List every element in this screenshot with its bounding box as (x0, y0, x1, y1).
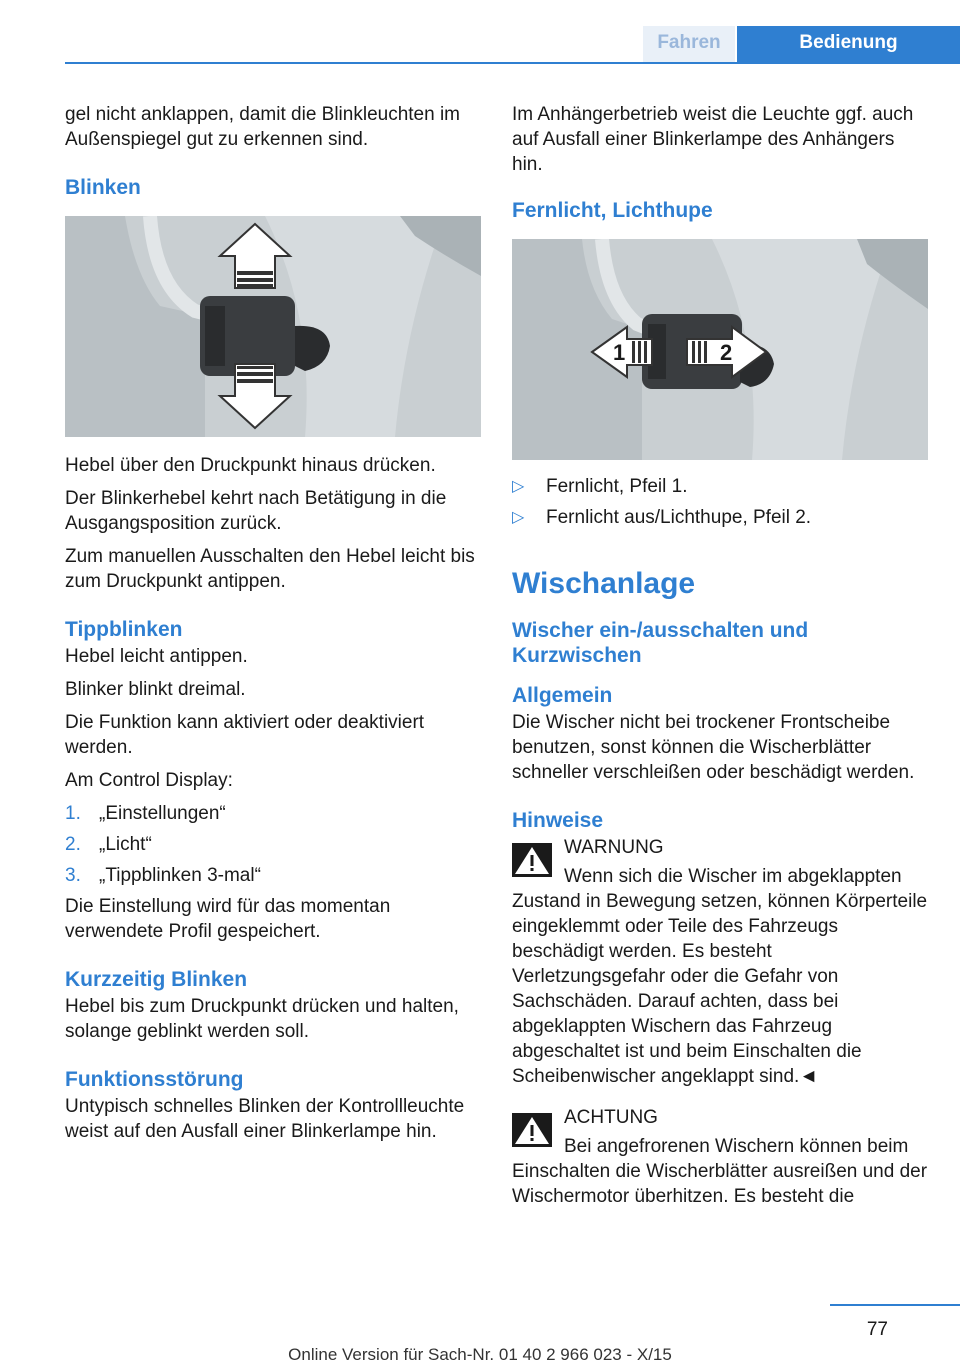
arrow-label-1: 1 (613, 340, 626, 365)
warning-title: WARNUNG (564, 837, 664, 858)
paragraph: Zum manuellen Ausschalten den Hebel leicht bis zum Druckpunkt antippen. (65, 546, 475, 592)
step-text: „Licht“ (99, 834, 152, 855)
list-item (512, 505, 928, 530)
paragraph: Im Anhängerbetrieb weist die Leuchte ggf. auch auf Ausfall einer Blinkerlampe des Anhängers hin. (512, 104, 914, 175)
heading-fernlicht: Fernlicht, Lichthupe (512, 199, 713, 222)
page-number: 77 (866, 1319, 888, 1340)
tab-bedienung[interactable]: Bedienung (737, 26, 960, 62)
heading-allgemein: Allgemein (512, 684, 613, 707)
list-item (512, 474, 928, 499)
paragraph: Die Wischer nicht bei trockener Frontscheibe benutzen, sonst können die Wischerblätter schneller verschleißen oder beschädigt werden. (512, 712, 915, 783)
figure-turn-signal-lever (65, 216, 481, 437)
heading-funktionsstoerung: Funktionsstörung (65, 1068, 244, 1091)
triangle-bullet-icon: ▷ (512, 478, 525, 495)
warning-text: Wenn sich die Wischer im abgeklappten Zustand in Bewegung setzen, können Körperteile eingeklemmt oder Teile des Fahrzeugs beschädigt werden. Es besteht Verletzungsgefahr oder die Gefahr von Sachschäden. Darauf achten, dass bei abgeklappten Wischern das Fahrzeug abgeschaltet ist und beim Einschalten die Scheibenwischer angeklappt sind.◄ (512, 866, 928, 1087)
heading-tippblinken: Tippblinken (65, 618, 183, 641)
turn-signal-lever-illustration (65, 216, 481, 437)
arrow-label-2: 2 (720, 340, 733, 365)
paragraph: Die Funktion kann aktiviert oder deaktiviert werden. (65, 712, 425, 758)
caution-block (512, 1105, 928, 1209)
list-item (65, 863, 481, 888)
step-text: „Tippblinken 3-mal“ (99, 865, 261, 886)
footer-text: Online Version für Sach-Nr. 01 40 2 966 023 - X/15 (288, 1345, 672, 1364)
step-number: 3. (65, 865, 81, 886)
step-number: 1. (65, 803, 81, 824)
step-number: 2. (65, 834, 81, 855)
heading-blinken: Blinken (65, 176, 141, 199)
figure-high-beam-lever (512, 239, 928, 460)
heading-hinweise: Hinweise (512, 809, 604, 832)
paragraph: Hebel über den Druckpunkt hinaus drücken. (65, 455, 436, 476)
caution-text: Bei angefrorenen Wischern können beim Einschalten die Wischerblätter ausreißen und der Wischermotor überhitzen. Es besteht die (512, 1136, 928, 1207)
triangle-bullet-icon: ▷ (512, 509, 525, 526)
heading-kurzzeitig-blinken: Kurzzeitig Blinken (65, 968, 248, 991)
warning-block (512, 835, 928, 1089)
paragraph: gel nicht anklappen, damit die Blinkleuchten im Außenspiegel gut zu erkennen sind. (65, 104, 461, 150)
paragraph: Hebel leicht antippen. (65, 646, 248, 667)
bullet-text: Fernlicht aus/Lichthupe, Pfeil 2. (546, 507, 812, 528)
caution-triangle-icon (512, 1113, 552, 1147)
right-column (512, 102, 928, 1217)
footer-rule (830, 1304, 960, 1306)
left-column (65, 102, 481, 1152)
tab-fahren[interactable]: Fahren (643, 26, 735, 62)
warning-triangle-icon (512, 843, 552, 877)
high-beam-lever-illustration (512, 239, 928, 460)
caution-title: ACHTUNG (564, 1107, 658, 1128)
paragraph: Blinker blinkt dreimal. (65, 679, 246, 700)
step-text: „Einstellungen“ (99, 803, 226, 824)
paragraph: Die Einstellung wird für das momentan verwendete Profil gespeichert. (65, 896, 391, 942)
top-tab-bar (65, 26, 960, 64)
paragraph: Untypisch schnelles Blinken der Kontrollleuchte weist auf den Ausfall einer Blinkerlampe hin. (65, 1096, 465, 1142)
list-item (65, 801, 481, 826)
high-beam-list (512, 474, 928, 530)
heading-wischer-einschalten: Wischer ein-/ausschalten und Kurzwischen (512, 619, 809, 667)
settings-steps-list (65, 801, 481, 888)
bullet-text: Fernlicht, Pfeil 1. (546, 476, 688, 497)
heading-wischanlage: Wischanlage (512, 567, 696, 600)
list-item (65, 832, 481, 857)
paragraph: Der Blinkerhebel kehrt nach Betätigung in die Ausgangsposition zurück. (65, 488, 447, 534)
paragraph: Am Control Display: (65, 770, 233, 791)
paragraph: Hebel bis zum Druckpunkt drücken und halten, solange geblinkt werden soll. (65, 996, 459, 1042)
